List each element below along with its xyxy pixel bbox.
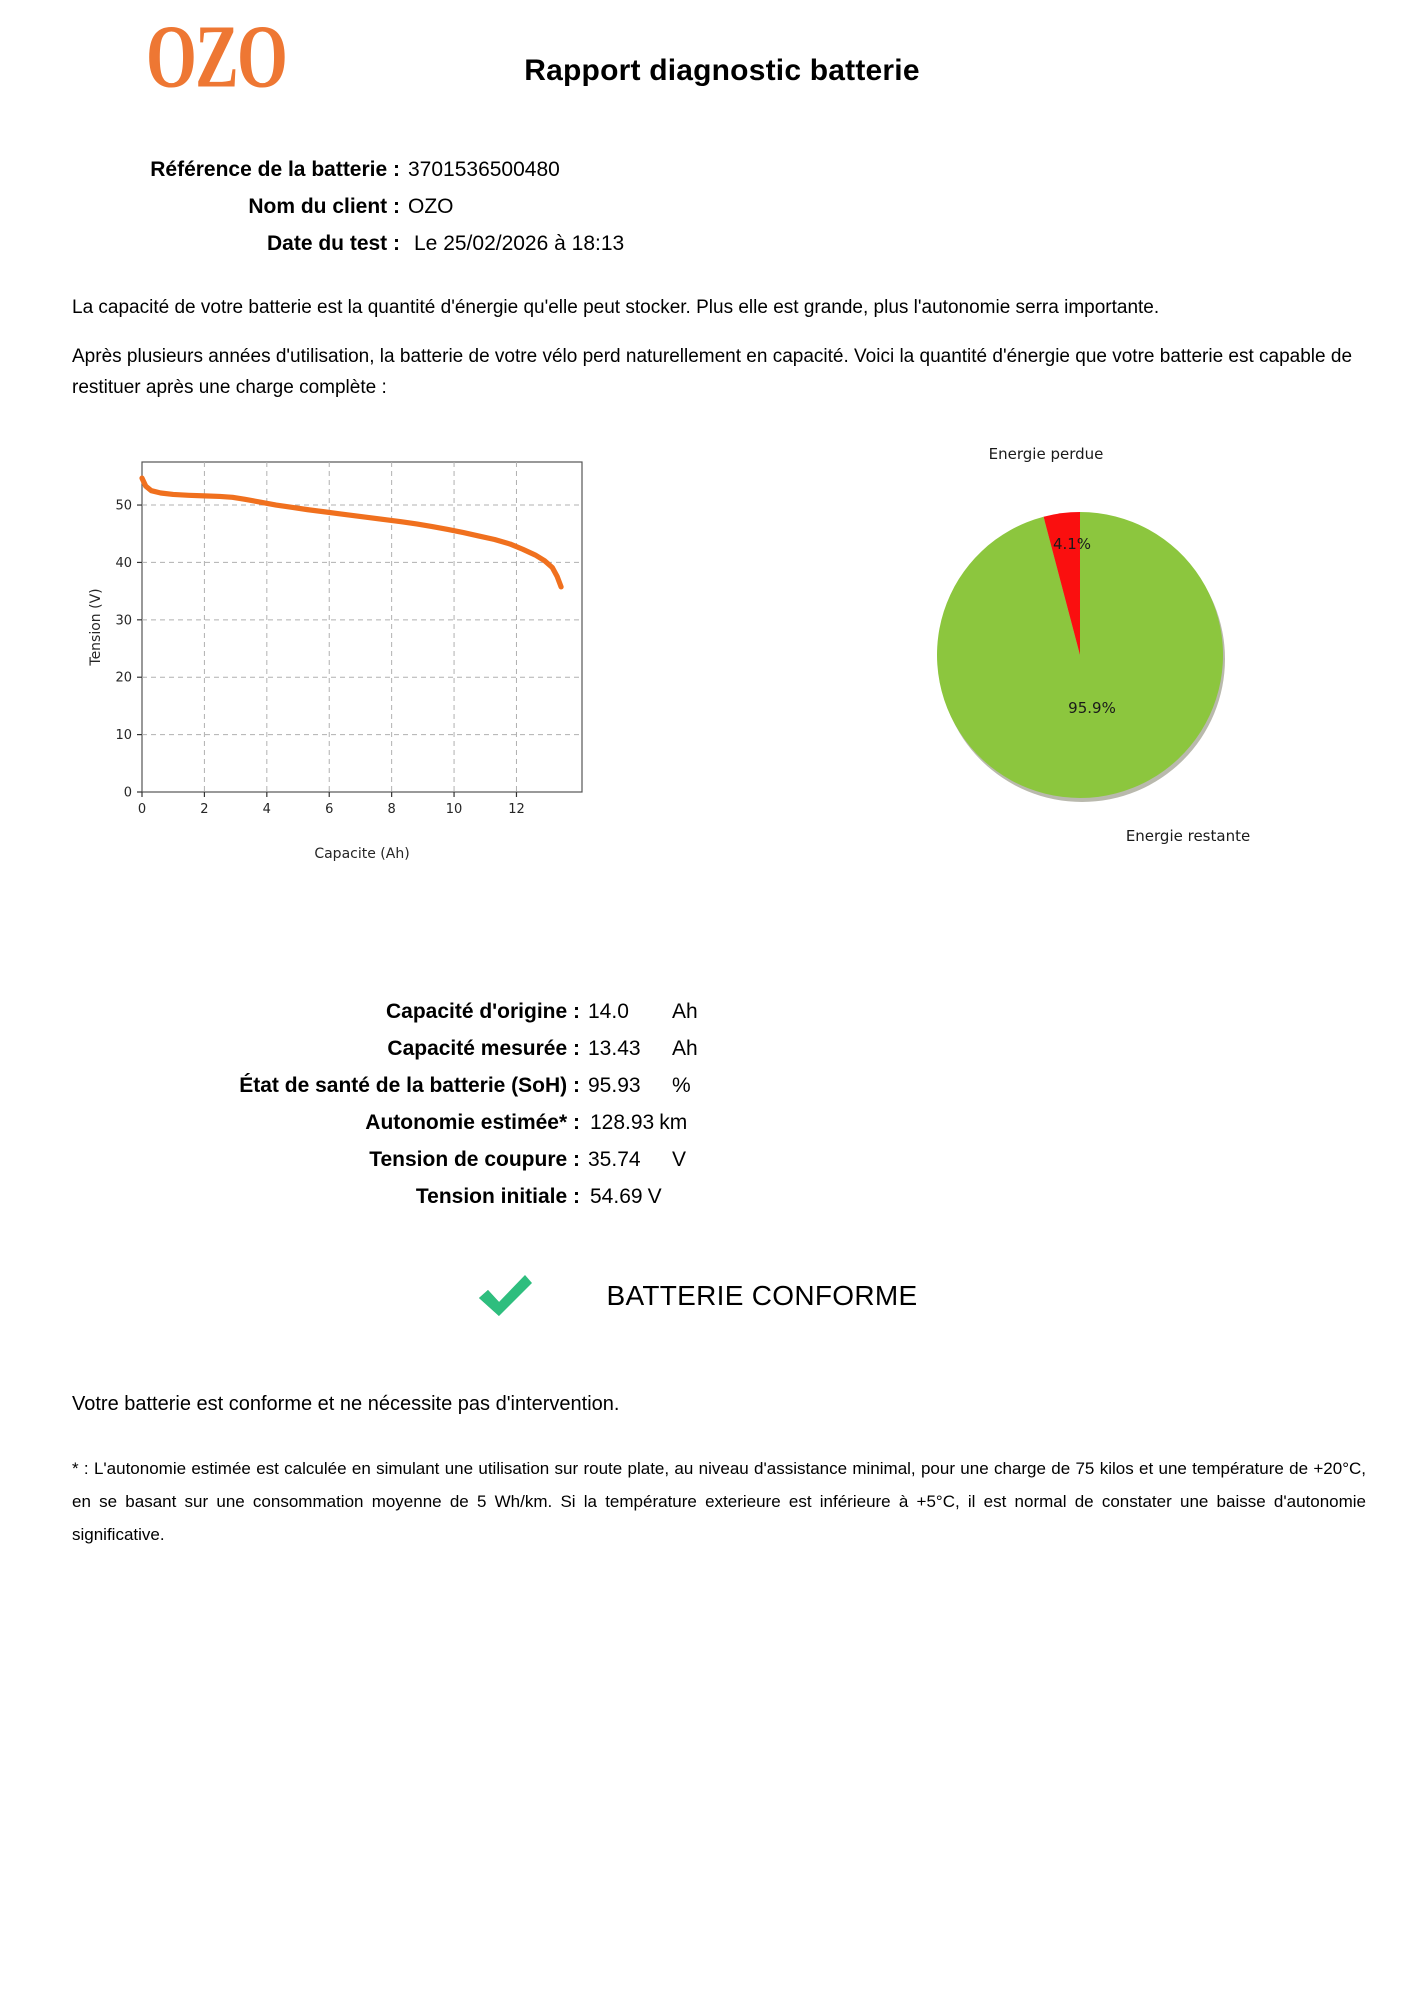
result-label: Capacité d'origine :: [385, 999, 580, 1023]
result-label: Capacité mesurée :: [387, 1036, 580, 1060]
ozo-logo: OZO: [146, 7, 287, 107]
result-value: 95.93: [588, 1073, 641, 1097]
meta-row-client: [80, 195, 1414, 219]
svg-text:20: 20: [115, 670, 132, 686]
reference-label: Référence de la batterie :: [150, 158, 400, 181]
conclusion-text: Votre batterie est conforme et ne nécessite pas d'intervention.: [72, 1392, 620, 1415]
result-unit: %: [672, 1073, 691, 1097]
result-value: 35.74: [588, 1147, 641, 1171]
meta-row-date: [80, 232, 1414, 256]
result-unit: Ah: [672, 1036, 698, 1060]
svg-text:30: 30: [115, 613, 132, 629]
client-label: Nom du client :: [248, 195, 400, 218]
svg-text:50: 50: [115, 498, 132, 514]
date-label: Date du test :: [266, 232, 400, 255]
svg-text:0: 0: [137, 801, 147, 817]
result-unit: km: [659, 1110, 688, 1134]
result-row-tension-coupure: [80, 1148, 1414, 1172]
result-unit: V: [647, 1184, 662, 1208]
svg-text:2: 2: [200, 801, 209, 817]
battery-meta-info: [0, 158, 1414, 256]
footnote-text: * : L'autonomie estimée est calculée en simulant une utilisation sur route plate, au niveau d'assistance minimal, pour une charge de 75 kilos et une température de +20°C, en se basant sur une consommation moyenne de 5 Wh/km. Si la température exterieure est inférieure à +5°C, il est normal de constater une baisse d'autonomie significative.: [72, 1458, 1366, 1544]
verdict-text: BATTERIE CONFORME: [606, 1279, 918, 1311]
svg-text:6: 6: [325, 801, 334, 817]
result-row-capacite-mesuree: [80, 1037, 1414, 1061]
results-table: [0, 1000, 1414, 1209]
result-label: Tension initiale :: [415, 1184, 580, 1208]
pie-label-energie-restante: Energie restante: [1125, 826, 1251, 845]
svg-text:0: 0: [123, 785, 132, 801]
intro-paragraph-1: La capacité de votre batterie est la quantité d'énergie qu'elle peut stocker. Plus elle est grande, plus l'autonomie serra importante.: [72, 297, 1160, 318]
result-value: 54.69: [590, 1184, 643, 1208]
pie-label-energie-perdue: Energie perdue: [988, 444, 1104, 463]
pie-percent-energie-perdue: 4.1%: [1052, 534, 1092, 553]
result-value: 13.43: [588, 1036, 641, 1060]
result-row-autonomie: [80, 1111, 1414, 1135]
svg-text:12: 12: [508, 801, 525, 817]
client-value: OZO: [408, 195, 454, 218]
discharge-curve-chart: [80, 452, 660, 877]
svg-text:10: 10: [115, 727, 132, 743]
meta-row-reference: [80, 158, 1414, 182]
result-value: 14.0: [588, 999, 629, 1023]
discharge-curve-svg: [80, 452, 660, 872]
intro-paragraph-2: Après plusieurs années d'utilisation, la batterie de votre vélo perd naturellement en capacité. Voici la quantité d'énergie que votre batterie est capable de restituer après une charge complète :: [72, 346, 1353, 399]
svg-text:40: 40: [115, 555, 132, 571]
charts-section: [0, 444, 1414, 882]
svg-text:10: 10: [445, 801, 463, 817]
pie-percent-energie-restante: 95.9%: [1068, 698, 1116, 717]
report-header: [0, 0, 1414, 120]
y-axis-label: Tension (V): [88, 588, 104, 666]
check-mark-icon: [476, 1271, 534, 1321]
result-unit: Ah: [672, 999, 698, 1023]
date-value: Le 25/02/2026 à 18:13: [414, 232, 625, 255]
reference-value: 3701536500480: [408, 158, 560, 181]
verdict-banner: [0, 1271, 1414, 1321]
pie-slice-energie-restante: [937, 512, 1223, 798]
svg-text:4: 4: [262, 801, 271, 817]
result-row-soh: [80, 1074, 1414, 1098]
energy-pie-chart: [850, 437, 1310, 862]
result-label: Tension de coupure :: [369, 1147, 580, 1171]
page-title: Rapport diagnostic batterie: [524, 54, 920, 87]
result-unit: V: [672, 1147, 687, 1171]
x-axis-label: Capacite (Ah): [314, 845, 410, 862]
intro-text: [0, 298, 1414, 404]
result-value: 128.93: [590, 1110, 655, 1134]
result-label: Autonomie estimée* :: [365, 1110, 580, 1134]
energy-pie-svg: [850, 437, 1310, 857]
result-row-capacite-origine: [80, 1000, 1414, 1024]
result-row-tension-initiale: [80, 1185, 1414, 1209]
result-label: État de santé de la batterie (SoH) :: [239, 1073, 580, 1097]
svg-text:8: 8: [387, 801, 396, 817]
